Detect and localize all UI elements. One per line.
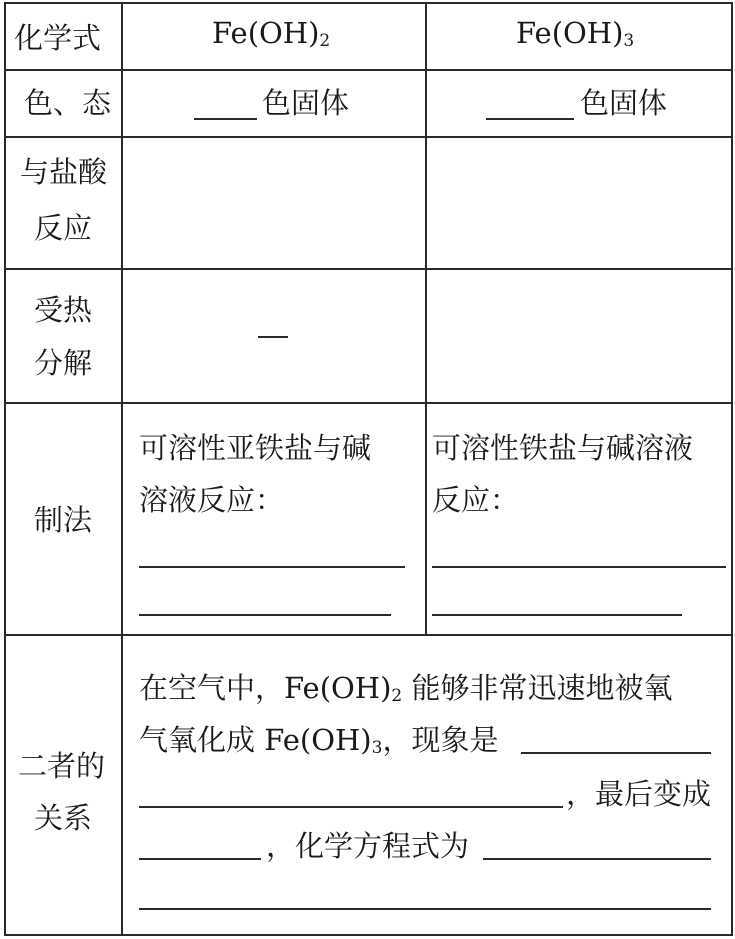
relation-phenomenon-blank-1 [521, 752, 711, 754]
header-feoh3-subscript: 3 [623, 31, 635, 51]
relation-final-product-blank [139, 858, 261, 860]
relation-equation-blank-2 [139, 908, 711, 910]
feoh3-prep-answer-blank-1 [432, 566, 726, 568]
row-heat-label-line2: 分解 [34, 346, 93, 380]
header-formula-label: 化学式 [14, 21, 102, 55]
relation-phenomenon-blank-2 [139, 806, 563, 808]
feoh3-prep-line1: 可溶性铁盐与碱溶液 [432, 431, 694, 465]
table-column-divider-1 [121, 2, 123, 936]
relation-line1-pre: 在空气中，Fe(OH) [139, 671, 392, 705]
header-feoh2-subscript: 2 [319, 31, 331, 51]
header-feoh2-base: Fe(OH) [212, 16, 320, 50]
relation-line1-subscript: 2 [391, 686, 403, 706]
table-column-divider-2 [425, 2, 427, 634]
row-relation-label-line1: 二者的 [18, 749, 106, 783]
row-divider-2 [4, 136, 733, 138]
relation-line2-pre: 气氧化成 Fe(OH) [139, 723, 372, 757]
feoh2-color-blank [194, 118, 257, 120]
row-hcl-label-line1: 与盐酸 [20, 155, 108, 189]
feoh2-color-suffix: 色固体 [262, 86, 350, 120]
feoh2-prep-line2: 溶液反应： [139, 483, 285, 517]
header-feoh3 [516, 16, 634, 51]
relation-line4-text: ，化学方程式为 [266, 829, 470, 863]
table-border-right [731, 2, 733, 936]
relation-line1-post: 能够非常迅速地被氧 [402, 671, 673, 705]
row-divider-1 [4, 69, 733, 71]
row-relation-label-line2: 关系 [34, 801, 93, 835]
feoh3-color-blank [486, 118, 574, 120]
feoh3-prep-line2: 反应： [432, 483, 520, 517]
table-border-bottom [4, 934, 733, 936]
relation-equation-blank-1 [483, 858, 711, 860]
row-prep-label: 制法 [34, 503, 93, 537]
feoh3-prep-answer-blank-2 [432, 614, 682, 616]
relation-line3-suffix: ，最后变成 [566, 777, 712, 811]
relation-line2 [139, 718, 498, 759]
feoh2-heat-dash [258, 336, 288, 338]
relation-line2-subscript: 3 [371, 738, 383, 758]
row-divider-5 [4, 634, 733, 636]
row-divider-4 [4, 402, 733, 404]
header-feoh2 [212, 16, 330, 51]
table-border-top [4, 2, 733, 4]
row-divider-3 [4, 268, 733, 270]
row-heat-label-line1: 受热 [34, 293, 93, 327]
header-feoh3-base: Fe(OH) [516, 16, 624, 50]
relation-line2-post: ，现象是 [382, 723, 499, 757]
feoh2-prep-answer-blank-2 [139, 614, 391, 616]
relation-line1 [139, 666, 672, 707]
row-hcl-label-line2: 反应 [34, 211, 93, 245]
row-color-state-label: 色、态 [24, 86, 112, 120]
feoh2-prep-answer-blank-1 [139, 566, 405, 568]
table-border-left [4, 2, 6, 936]
feoh2-prep-line1: 可溶性亚铁盐与碱 [139, 431, 372, 465]
feoh3-color-suffix: 色固体 [580, 86, 668, 120]
